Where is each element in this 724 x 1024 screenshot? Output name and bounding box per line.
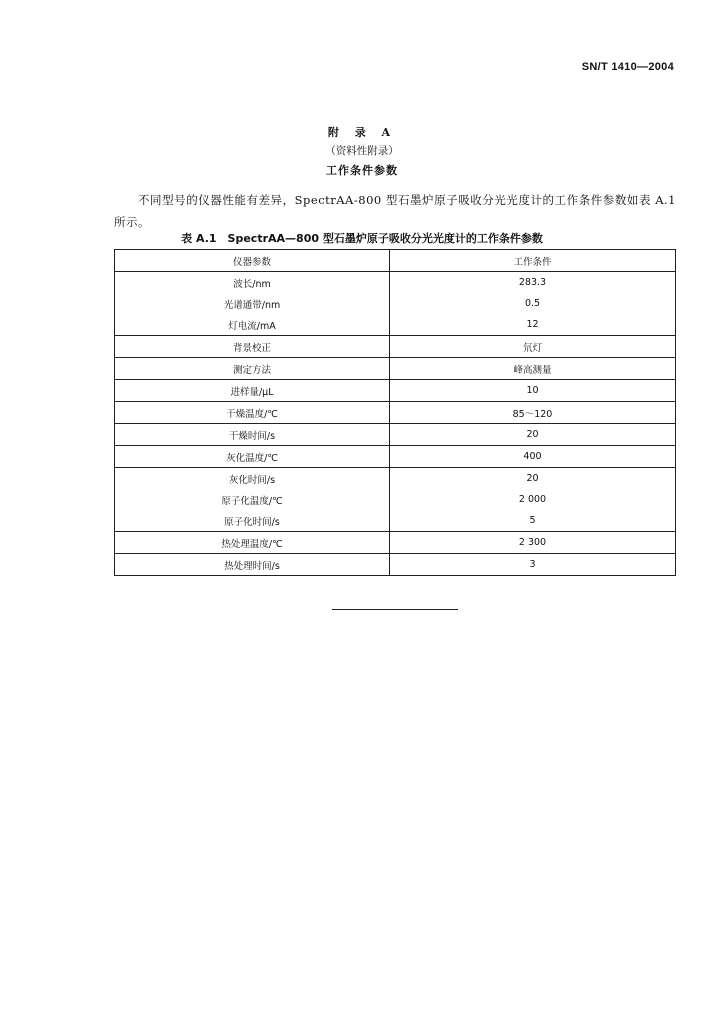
condition-cell: 2 300 xyxy=(518,537,547,548)
condition-cell: 3 xyxy=(529,559,536,570)
condition-cell: 85～120 xyxy=(512,408,553,420)
end-rule xyxy=(332,609,458,610)
condition-cell: 20 xyxy=(526,429,539,440)
table-row xyxy=(115,468,676,490)
parameter-cell: 灰化温度/℃ xyxy=(115,446,390,468)
condition-cell: 12 xyxy=(526,319,539,330)
parameter-cell: 进样量/μL xyxy=(115,380,390,402)
table-row xyxy=(115,402,676,424)
body-paragraph: 不同型号的仪器性能有差异，SpectrAA-800 型石墨炉原子吸收分光光度计的工作条件参数如表 A.1所示。 xyxy=(114,193,676,229)
condition-cell: 283.3 xyxy=(518,277,547,288)
parameter-cell: 灰化时间/s xyxy=(115,468,390,490)
table-header-row xyxy=(115,250,676,272)
table-row xyxy=(115,293,676,314)
parameter-cell: 原子化温度/℃ xyxy=(115,489,390,510)
parameter-cell: 光谱通带/nm xyxy=(115,293,390,314)
parameter-cell: 热处理时间/s xyxy=(115,554,390,576)
parameter-cell: 波长/nm xyxy=(115,272,390,294)
parameter-cell: 热处理温度/℃ xyxy=(115,532,390,554)
annex-subject: 工作条件参数 xyxy=(326,164,398,177)
table-row xyxy=(115,272,676,294)
parameter-cell: 灯电流/mA xyxy=(115,314,390,336)
condition-cell: 10 xyxy=(526,385,539,396)
table-row xyxy=(115,554,676,576)
parameter-cell: 干燥温度/℃ xyxy=(115,402,390,424)
parameters-table xyxy=(114,249,676,576)
table-row xyxy=(115,380,676,402)
annex-title: 附 录 A xyxy=(327,126,397,139)
condition-cell: 5 xyxy=(529,515,536,526)
table-row xyxy=(115,358,676,380)
table-caption: 表 A.1 SpectrAA—800 型石墨炉原子吸收分光光度计的工作条件参数 xyxy=(181,232,543,245)
table-row xyxy=(115,446,676,468)
condition-cell: 400 xyxy=(523,451,542,462)
condition-cell: 氘灯 xyxy=(522,342,542,354)
table-row xyxy=(115,314,676,336)
table-row xyxy=(115,424,676,446)
table-row xyxy=(115,532,676,554)
table-row xyxy=(115,489,676,510)
standard-code: SN/T 1410—2004 xyxy=(581,61,674,73)
table-row xyxy=(115,510,676,532)
parameter-cell: 测定方法 xyxy=(115,358,390,380)
column-header-condition: 工作条件 xyxy=(513,256,552,268)
condition-cell: 2 000 xyxy=(518,494,547,505)
parameter-cell: 背景校正 xyxy=(115,336,390,358)
annex-type: （资料性附录） xyxy=(325,145,399,157)
condition-cell: 峰高测量 xyxy=(513,364,552,376)
column-header-parameter: 仪器参数 xyxy=(115,250,390,272)
condition-cell: 0.5 xyxy=(524,298,541,309)
table-row xyxy=(115,336,676,358)
parameter-cell: 干燥时间/s xyxy=(115,424,390,446)
condition-cell: 20 xyxy=(526,473,539,484)
parameter-cell: 原子化时间/s xyxy=(115,510,390,532)
